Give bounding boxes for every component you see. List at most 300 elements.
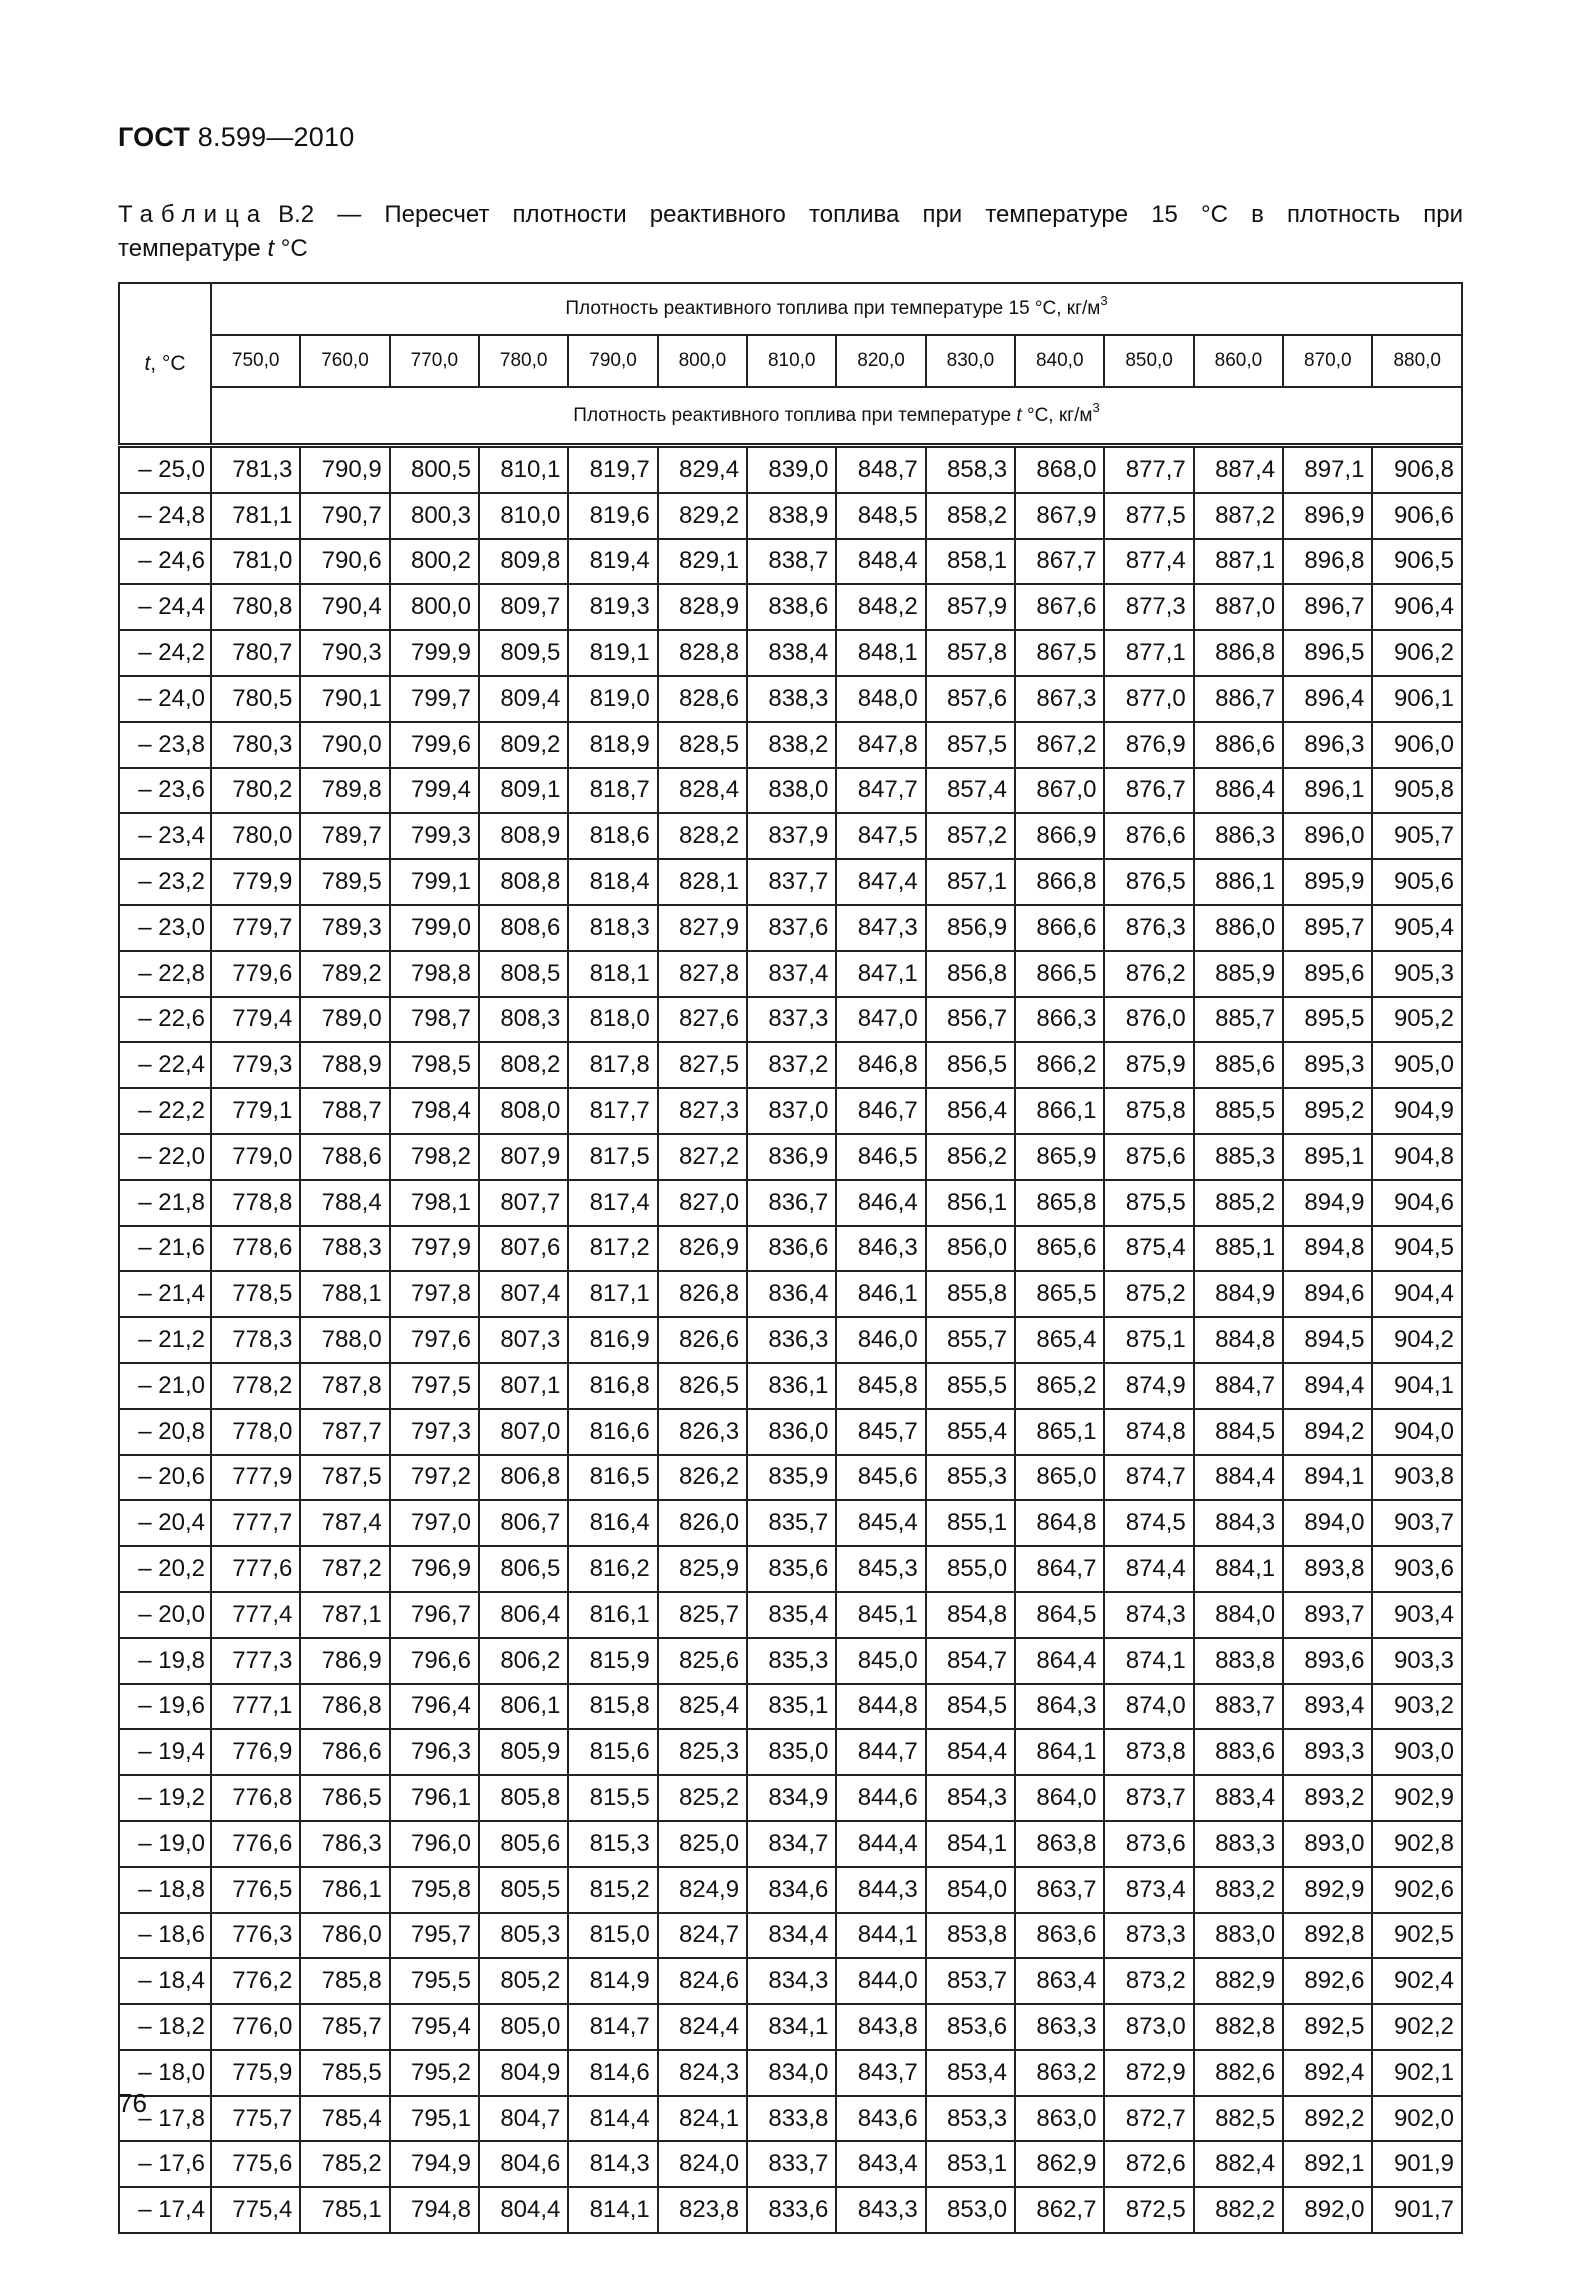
density-cell: 790,3 bbox=[300, 630, 389, 676]
density-cell: 788,6 bbox=[300, 1134, 389, 1180]
bottom-header bbox=[211, 387, 1462, 446]
density-cell: 847,4 bbox=[836, 859, 925, 905]
density-cell: 855,8 bbox=[926, 1271, 1015, 1317]
density-cell: 867,7 bbox=[1015, 539, 1104, 585]
density-cell: 796,3 bbox=[390, 1729, 479, 1775]
density-cell: 815,5 bbox=[568, 1775, 657, 1821]
table-row bbox=[119, 1821, 1462, 1867]
density-cell: 846,1 bbox=[836, 1271, 925, 1317]
density-cell: 808,9 bbox=[479, 813, 568, 859]
density-cell: 864,3 bbox=[1015, 1684, 1104, 1730]
density-cell: 892,6 bbox=[1283, 1958, 1372, 2004]
density-cell: 816,8 bbox=[568, 1363, 657, 1409]
density-cell: 808,8 bbox=[479, 859, 568, 905]
density-cell: 807,3 bbox=[479, 1317, 568, 1363]
table-row bbox=[119, 1684, 1462, 1730]
density-cell: 857,4 bbox=[926, 768, 1015, 814]
density-cell: 895,3 bbox=[1283, 1042, 1372, 1088]
temperature-cell: – 20,8 bbox=[119, 1409, 211, 1455]
density-cell: 886,4 bbox=[1194, 768, 1283, 814]
density-cell: 875,8 bbox=[1104, 1088, 1193, 1134]
density-cell: 807,1 bbox=[479, 1363, 568, 1409]
density-cell: 827,8 bbox=[658, 951, 747, 997]
density-cell: 814,9 bbox=[568, 1958, 657, 2004]
density-cell: 905,3 bbox=[1372, 951, 1462, 997]
density-cell: 893,7 bbox=[1283, 1592, 1372, 1638]
density-cell: 875,5 bbox=[1104, 1180, 1193, 1226]
density-cell: 905,0 bbox=[1372, 1042, 1462, 1088]
density-cell: 778,2 bbox=[211, 1363, 300, 1409]
column-header: 780,0 bbox=[479, 335, 568, 387]
density-cell: 785,1 bbox=[300, 2187, 389, 2233]
density-cell: 892,1 bbox=[1283, 2141, 1372, 2187]
density-cell: 826,3 bbox=[658, 1409, 747, 1455]
bottom-header-var: t bbox=[1016, 404, 1022, 426]
density-cell: 894,1 bbox=[1283, 1455, 1372, 1501]
density-cell: 777,9 bbox=[211, 1455, 300, 1501]
density-cell: 874,9 bbox=[1104, 1363, 1193, 1409]
temperature-cell: – 25,0 bbox=[119, 446, 211, 493]
density-cell: 843,4 bbox=[836, 2141, 925, 2187]
density-cell: 866,3 bbox=[1015, 997, 1104, 1043]
density-cell: 828,4 bbox=[658, 768, 747, 814]
density-cell: 873,4 bbox=[1104, 1867, 1193, 1913]
density-cell: 776,0 bbox=[211, 2004, 300, 2050]
density-cell: 847,5 bbox=[836, 813, 925, 859]
density-cell: 790,4 bbox=[300, 584, 389, 630]
density-cell: 819,3 bbox=[568, 584, 657, 630]
density-cell: 887,4 bbox=[1194, 446, 1283, 493]
density-cell: 827,9 bbox=[658, 905, 747, 951]
density-cell: 797,0 bbox=[390, 1500, 479, 1546]
density-cell: 824,6 bbox=[658, 1958, 747, 2004]
density-cell: 826,9 bbox=[658, 1226, 747, 1272]
density-cell: 866,1 bbox=[1015, 1088, 1104, 1134]
density-cell: 873,2 bbox=[1104, 1958, 1193, 2004]
density-cell: 894,6 bbox=[1283, 1271, 1372, 1317]
temperature-cell: – 18,6 bbox=[119, 1913, 211, 1959]
density-cell: 836,9 bbox=[747, 1134, 836, 1180]
density-cell: 826,0 bbox=[658, 1500, 747, 1546]
table-row bbox=[119, 493, 1462, 539]
density-cell: 877,4 bbox=[1104, 539, 1193, 585]
density-cell: 876,2 bbox=[1104, 951, 1193, 997]
density-cell: 800,2 bbox=[390, 539, 479, 585]
density-cell: 796,7 bbox=[390, 1592, 479, 1638]
temperature-cell: – 17,4 bbox=[119, 2187, 211, 2233]
density-cell: 874,4 bbox=[1104, 1546, 1193, 1592]
density-cell: 816,5 bbox=[568, 1455, 657, 1501]
density-cell: 883,3 bbox=[1194, 1821, 1283, 1867]
density-cell: 836,4 bbox=[747, 1271, 836, 1317]
density-cell: 883,4 bbox=[1194, 1775, 1283, 1821]
density-cell: 895,5 bbox=[1283, 997, 1372, 1043]
density-cell: 819,4 bbox=[568, 539, 657, 585]
density-cell: 836,7 bbox=[747, 1180, 836, 1226]
density-cell: 785,8 bbox=[300, 1958, 389, 2004]
table-row bbox=[119, 676, 1462, 722]
density-cell: 800,3 bbox=[390, 493, 479, 539]
density-cell: 884,5 bbox=[1194, 1409, 1283, 1455]
density-cell: 828,6 bbox=[658, 676, 747, 722]
temperature-cell: – 21,0 bbox=[119, 1363, 211, 1409]
density-cell: 776,3 bbox=[211, 1913, 300, 1959]
density-cell: 818,3 bbox=[568, 905, 657, 951]
density-cell: 814,4 bbox=[568, 2096, 657, 2142]
top-header bbox=[211, 283, 1462, 335]
table-row bbox=[119, 1317, 1462, 1363]
density-cell: 865,0 bbox=[1015, 1455, 1104, 1501]
density-cell: 844,1 bbox=[836, 1913, 925, 1959]
density-cell: 816,1 bbox=[568, 1592, 657, 1638]
temperature-cell: – 19,6 bbox=[119, 1684, 211, 1730]
density-cell: 882,5 bbox=[1194, 2096, 1283, 2142]
temperature-cell: – 19,2 bbox=[119, 1775, 211, 1821]
density-cell: 858,3 bbox=[926, 446, 1015, 493]
density-cell: 886,6 bbox=[1194, 722, 1283, 768]
temperature-cell: – 23,2 bbox=[119, 859, 211, 905]
density-cell: 825,7 bbox=[658, 1592, 747, 1638]
density-cell: 884,3 bbox=[1194, 1500, 1283, 1546]
density-cell: 865,4 bbox=[1015, 1317, 1104, 1363]
t-column-header bbox=[119, 283, 211, 446]
density-cell: 865,2 bbox=[1015, 1363, 1104, 1409]
density-cell: 895,2 bbox=[1283, 1088, 1372, 1134]
density-cell: 807,0 bbox=[479, 1409, 568, 1455]
density-cell: 816,9 bbox=[568, 1317, 657, 1363]
temperature-cell: – 17,6 bbox=[119, 2141, 211, 2187]
density-cell: 876,9 bbox=[1104, 722, 1193, 768]
density-cell: 893,4 bbox=[1283, 1684, 1372, 1730]
table-row bbox=[119, 1500, 1462, 1546]
density-cell: 835,1 bbox=[747, 1684, 836, 1730]
density-cell: 902,6 bbox=[1372, 1867, 1462, 1913]
density-cell: 807,4 bbox=[479, 1271, 568, 1317]
table-body bbox=[119, 446, 1462, 2234]
density-cell: 804,6 bbox=[479, 2141, 568, 2187]
density-cell: 905,7 bbox=[1372, 813, 1462, 859]
density-cell: 873,3 bbox=[1104, 1913, 1193, 1959]
density-cell: 894,9 bbox=[1283, 1180, 1372, 1226]
density-cell: 779,3 bbox=[211, 1042, 300, 1088]
density-cell: 857,8 bbox=[926, 630, 1015, 676]
density-cell: 857,6 bbox=[926, 676, 1015, 722]
density-cell: 885,7 bbox=[1194, 997, 1283, 1043]
density-cell: 847,7 bbox=[836, 768, 925, 814]
density-cell: 853,4 bbox=[926, 2050, 1015, 2096]
density-cell: 795,2 bbox=[390, 2050, 479, 2096]
density-cell: 798,4 bbox=[390, 1088, 479, 1134]
density-cell: 804,4 bbox=[479, 2187, 568, 2233]
density-cell: 853,8 bbox=[926, 1913, 1015, 1959]
density-cell: 838,0 bbox=[747, 768, 836, 814]
density-cell: 883,6 bbox=[1194, 1729, 1283, 1775]
density-cell: 824,9 bbox=[658, 1867, 747, 1913]
density-cell: 892,4 bbox=[1283, 2050, 1372, 2096]
density-cell: 788,9 bbox=[300, 1042, 389, 1088]
density-cell: 817,1 bbox=[568, 1271, 657, 1317]
density-cell: 845,8 bbox=[836, 1363, 925, 1409]
density-cell: 837,6 bbox=[747, 905, 836, 951]
density-cell: 903,6 bbox=[1372, 1546, 1462, 1592]
temperature-cell: – 20,6 bbox=[119, 1455, 211, 1501]
density-cell: 806,4 bbox=[479, 1592, 568, 1638]
density-cell: 876,6 bbox=[1104, 813, 1193, 859]
density-cell: 894,4 bbox=[1283, 1363, 1372, 1409]
density-cell: 824,1 bbox=[658, 2096, 747, 2142]
density-cell: 809,5 bbox=[479, 630, 568, 676]
table-row bbox=[119, 1546, 1462, 1592]
density-cell: 778,0 bbox=[211, 1409, 300, 1455]
temperature-cell: – 17,8 bbox=[119, 2096, 211, 2142]
temperature-cell: – 22,6 bbox=[119, 997, 211, 1043]
density-cell: 788,7 bbox=[300, 1088, 389, 1134]
density-cell: 786,9 bbox=[300, 1638, 389, 1684]
density-cell: 818,0 bbox=[568, 997, 657, 1043]
density-cell: 902,4 bbox=[1372, 1958, 1462, 2004]
temperature-cell: – 24,8 bbox=[119, 493, 211, 539]
density-cell: 893,2 bbox=[1283, 1775, 1372, 1821]
density-cell: 835,7 bbox=[747, 1500, 836, 1546]
temperature-cell: – 21,2 bbox=[119, 1317, 211, 1363]
table-row bbox=[119, 1271, 1462, 1317]
density-cell: 853,3 bbox=[926, 2096, 1015, 2142]
density-cell: 872,9 bbox=[1104, 2050, 1193, 2096]
density-cell: 835,4 bbox=[747, 1592, 836, 1638]
density-cell: 875,4 bbox=[1104, 1226, 1193, 1272]
density-cell: 796,6 bbox=[390, 1638, 479, 1684]
density-cell: 777,3 bbox=[211, 1638, 300, 1684]
density-cell: 816,6 bbox=[568, 1409, 657, 1455]
density-cell: 809,7 bbox=[479, 584, 568, 630]
density-cell: 876,5 bbox=[1104, 859, 1193, 905]
density-cell: 833,7 bbox=[747, 2141, 836, 2187]
density-cell: 896,7 bbox=[1283, 584, 1372, 630]
density-cell: 863,6 bbox=[1015, 1913, 1104, 1959]
density-cell: 815,0 bbox=[568, 1913, 657, 1959]
table-row bbox=[119, 1775, 1462, 1821]
density-cell: 806,1 bbox=[479, 1684, 568, 1730]
density-cell: 863,7 bbox=[1015, 1867, 1104, 1913]
density-cell: 786,1 bbox=[300, 1867, 389, 1913]
top-header-text: Плотность реактивного топлива при температуре 15 °С, кг/м bbox=[565, 298, 1101, 319]
density-cell: 902,2 bbox=[1372, 2004, 1462, 2050]
density-cell: 779,9 bbox=[211, 859, 300, 905]
density-cell: 896,3 bbox=[1283, 722, 1372, 768]
density-cell: 837,2 bbox=[747, 1042, 836, 1088]
density-cell: 853,1 bbox=[926, 2141, 1015, 2187]
density-cell: 857,9 bbox=[926, 584, 1015, 630]
density-cell: 854,8 bbox=[926, 1592, 1015, 1638]
temperature-cell: – 24,4 bbox=[119, 584, 211, 630]
column-header: 790,0 bbox=[568, 335, 657, 387]
density-cell: 834,0 bbox=[747, 2050, 836, 2096]
density-cell: 844,3 bbox=[836, 1867, 925, 1913]
density-cell: 846,8 bbox=[836, 1042, 925, 1088]
density-cell: 863,3 bbox=[1015, 2004, 1104, 2050]
density-cell: 837,4 bbox=[747, 951, 836, 997]
density-cell: 845,6 bbox=[836, 1455, 925, 1501]
density-cell: 826,8 bbox=[658, 1271, 747, 1317]
density-cell: 846,4 bbox=[836, 1180, 925, 1226]
density-cell: 828,5 bbox=[658, 722, 747, 768]
density-cell: 886,8 bbox=[1194, 630, 1283, 676]
column-header: 770,0 bbox=[390, 335, 479, 387]
density-cell: 796,1 bbox=[390, 1775, 479, 1821]
density-cell: 778,3 bbox=[211, 1317, 300, 1363]
density-cell: 809,2 bbox=[479, 722, 568, 768]
density-cell: 785,5 bbox=[300, 2050, 389, 2096]
density-cell: 906,0 bbox=[1372, 722, 1462, 768]
density-cell: 819,0 bbox=[568, 676, 657, 722]
table-row bbox=[119, 1180, 1462, 1226]
density-cell: 874,5 bbox=[1104, 1500, 1193, 1546]
density-cell: 836,0 bbox=[747, 1409, 836, 1455]
density-cell: 777,1 bbox=[211, 1684, 300, 1730]
density-cell: 867,5 bbox=[1015, 630, 1104, 676]
density-cell: 903,0 bbox=[1372, 1729, 1462, 1775]
density-cell: 834,9 bbox=[747, 1775, 836, 1821]
density-cell: 905,8 bbox=[1372, 768, 1462, 814]
density-cell: 855,4 bbox=[926, 1409, 1015, 1455]
density-cell: 799,6 bbox=[390, 722, 479, 768]
density-cell: 854,3 bbox=[926, 1775, 1015, 1821]
density-cell: 845,1 bbox=[836, 1592, 925, 1638]
density-cell: 894,8 bbox=[1283, 1226, 1372, 1272]
table-row bbox=[119, 2096, 1462, 2142]
temperature-cell: – 20,4 bbox=[119, 1500, 211, 1546]
density-cell: 874,0 bbox=[1104, 1684, 1193, 1730]
density-cell: 828,1 bbox=[658, 859, 747, 905]
density-cell: 867,0 bbox=[1015, 768, 1104, 814]
density-cell: 902,5 bbox=[1372, 1913, 1462, 1959]
density-cell: 884,8 bbox=[1194, 1317, 1283, 1363]
density-cell: 776,9 bbox=[211, 1729, 300, 1775]
density-cell: 785,7 bbox=[300, 2004, 389, 2050]
density-cell: 780,8 bbox=[211, 584, 300, 630]
density-cell: 856,5 bbox=[926, 1042, 1015, 1088]
density-cell: 787,5 bbox=[300, 1455, 389, 1501]
temperature-cell: – 21,6 bbox=[119, 1226, 211, 1272]
density-cell: 817,8 bbox=[568, 1042, 657, 1088]
density-cell: 884,1 bbox=[1194, 1546, 1283, 1592]
temperature-cell: – 18,8 bbox=[119, 1867, 211, 1913]
density-cell: 798,1 bbox=[390, 1180, 479, 1226]
density-cell: 837,7 bbox=[747, 859, 836, 905]
density-cell: 805,2 bbox=[479, 1958, 568, 2004]
temperature-cell: – 22,4 bbox=[119, 1042, 211, 1088]
density-cell: 886,7 bbox=[1194, 676, 1283, 722]
density-cell: 827,2 bbox=[658, 1134, 747, 1180]
table-row bbox=[119, 768, 1462, 814]
temperature-cell: – 24,2 bbox=[119, 630, 211, 676]
density-cell: 874,7 bbox=[1104, 1455, 1193, 1501]
density-cell: 893,0 bbox=[1283, 1821, 1372, 1867]
density-cell: 806,5 bbox=[479, 1546, 568, 1592]
density-cell: 837,9 bbox=[747, 813, 836, 859]
density-cell: 815,3 bbox=[568, 1821, 657, 1867]
density-cell: 904,6 bbox=[1372, 1180, 1462, 1226]
density-cell: 818,9 bbox=[568, 722, 657, 768]
temperature-cell: – 24,6 bbox=[119, 539, 211, 585]
column-header: 850,0 bbox=[1104, 335, 1193, 387]
density-cell: 834,4 bbox=[747, 1913, 836, 1959]
density-cell: 823,8 bbox=[658, 2187, 747, 2233]
density-cell: 798,8 bbox=[390, 951, 479, 997]
density-cell: 846,7 bbox=[836, 1088, 925, 1134]
density-cell: 882,8 bbox=[1194, 2004, 1283, 2050]
density-cell: 854,5 bbox=[926, 1684, 1015, 1730]
density-cell: 825,4 bbox=[658, 1684, 747, 1730]
density-cell: 865,1 bbox=[1015, 1409, 1104, 1455]
density-cell: 905,6 bbox=[1372, 859, 1462, 905]
density-cell: 795,5 bbox=[390, 1958, 479, 2004]
density-cell: 827,6 bbox=[658, 997, 747, 1043]
density-cell: 818,1 bbox=[568, 951, 657, 997]
density-cell: 799,0 bbox=[390, 905, 479, 951]
density-cell: 885,5 bbox=[1194, 1088, 1283, 1134]
temperature-cell: – 24,0 bbox=[119, 676, 211, 722]
table-row bbox=[119, 446, 1462, 493]
density-cell: 833,6 bbox=[747, 2187, 836, 2233]
density-cell: 844,7 bbox=[836, 1729, 925, 1775]
density-cell: 847,1 bbox=[836, 951, 925, 997]
density-cell: 845,7 bbox=[836, 1409, 925, 1455]
density-cell: 815,6 bbox=[568, 1729, 657, 1775]
density-cell: 776,5 bbox=[211, 1867, 300, 1913]
density-cell: 790,6 bbox=[300, 539, 389, 585]
density-cell: 800,5 bbox=[390, 446, 479, 493]
density-cell: 856,8 bbox=[926, 951, 1015, 997]
density-cell: 877,3 bbox=[1104, 584, 1193, 630]
density-cell: 865,9 bbox=[1015, 1134, 1104, 1180]
density-cell: 824,3 bbox=[658, 2050, 747, 2096]
density-cell: 789,3 bbox=[300, 905, 389, 951]
density-cell: 885,3 bbox=[1194, 1134, 1283, 1180]
table-row bbox=[119, 951, 1462, 997]
density-cell: 777,4 bbox=[211, 1592, 300, 1638]
density-cell: 795,4 bbox=[390, 2004, 479, 2050]
density-cell: 827,5 bbox=[658, 1042, 747, 1088]
density-cell: 894,0 bbox=[1283, 1500, 1372, 1546]
density-cell: 817,4 bbox=[568, 1180, 657, 1226]
density-cell: 788,0 bbox=[300, 1317, 389, 1363]
density-cell: 796,9 bbox=[390, 1546, 479, 1592]
standard-number: 8.599—2010 bbox=[190, 122, 355, 152]
bottom-header-sup: 3 bbox=[1092, 399, 1100, 415]
density-cell: 835,0 bbox=[747, 1729, 836, 1775]
density-cell: 798,5 bbox=[390, 1042, 479, 1088]
column-header: 860,0 bbox=[1194, 335, 1283, 387]
density-cell: 780,7 bbox=[211, 630, 300, 676]
density-cell: 786,5 bbox=[300, 1775, 389, 1821]
table-row bbox=[119, 1729, 1462, 1775]
table-row bbox=[119, 1592, 1462, 1638]
density-cell: 795,7 bbox=[390, 1913, 479, 1959]
density-cell: 846,3 bbox=[836, 1226, 925, 1272]
density-cell: 856,7 bbox=[926, 997, 1015, 1043]
density-cell: 848,0 bbox=[836, 676, 925, 722]
density-cell: 877,5 bbox=[1104, 493, 1193, 539]
density-cell: 876,3 bbox=[1104, 905, 1193, 951]
density-cell: 902,0 bbox=[1372, 2096, 1462, 2142]
density-table bbox=[118, 282, 1463, 2234]
density-cell: 883,8 bbox=[1194, 1638, 1283, 1684]
density-cell: 858,1 bbox=[926, 539, 1015, 585]
density-cell: 884,0 bbox=[1194, 1592, 1283, 1638]
density-cell: 797,2 bbox=[390, 1455, 479, 1501]
density-cell: 894,2 bbox=[1283, 1409, 1372, 1455]
